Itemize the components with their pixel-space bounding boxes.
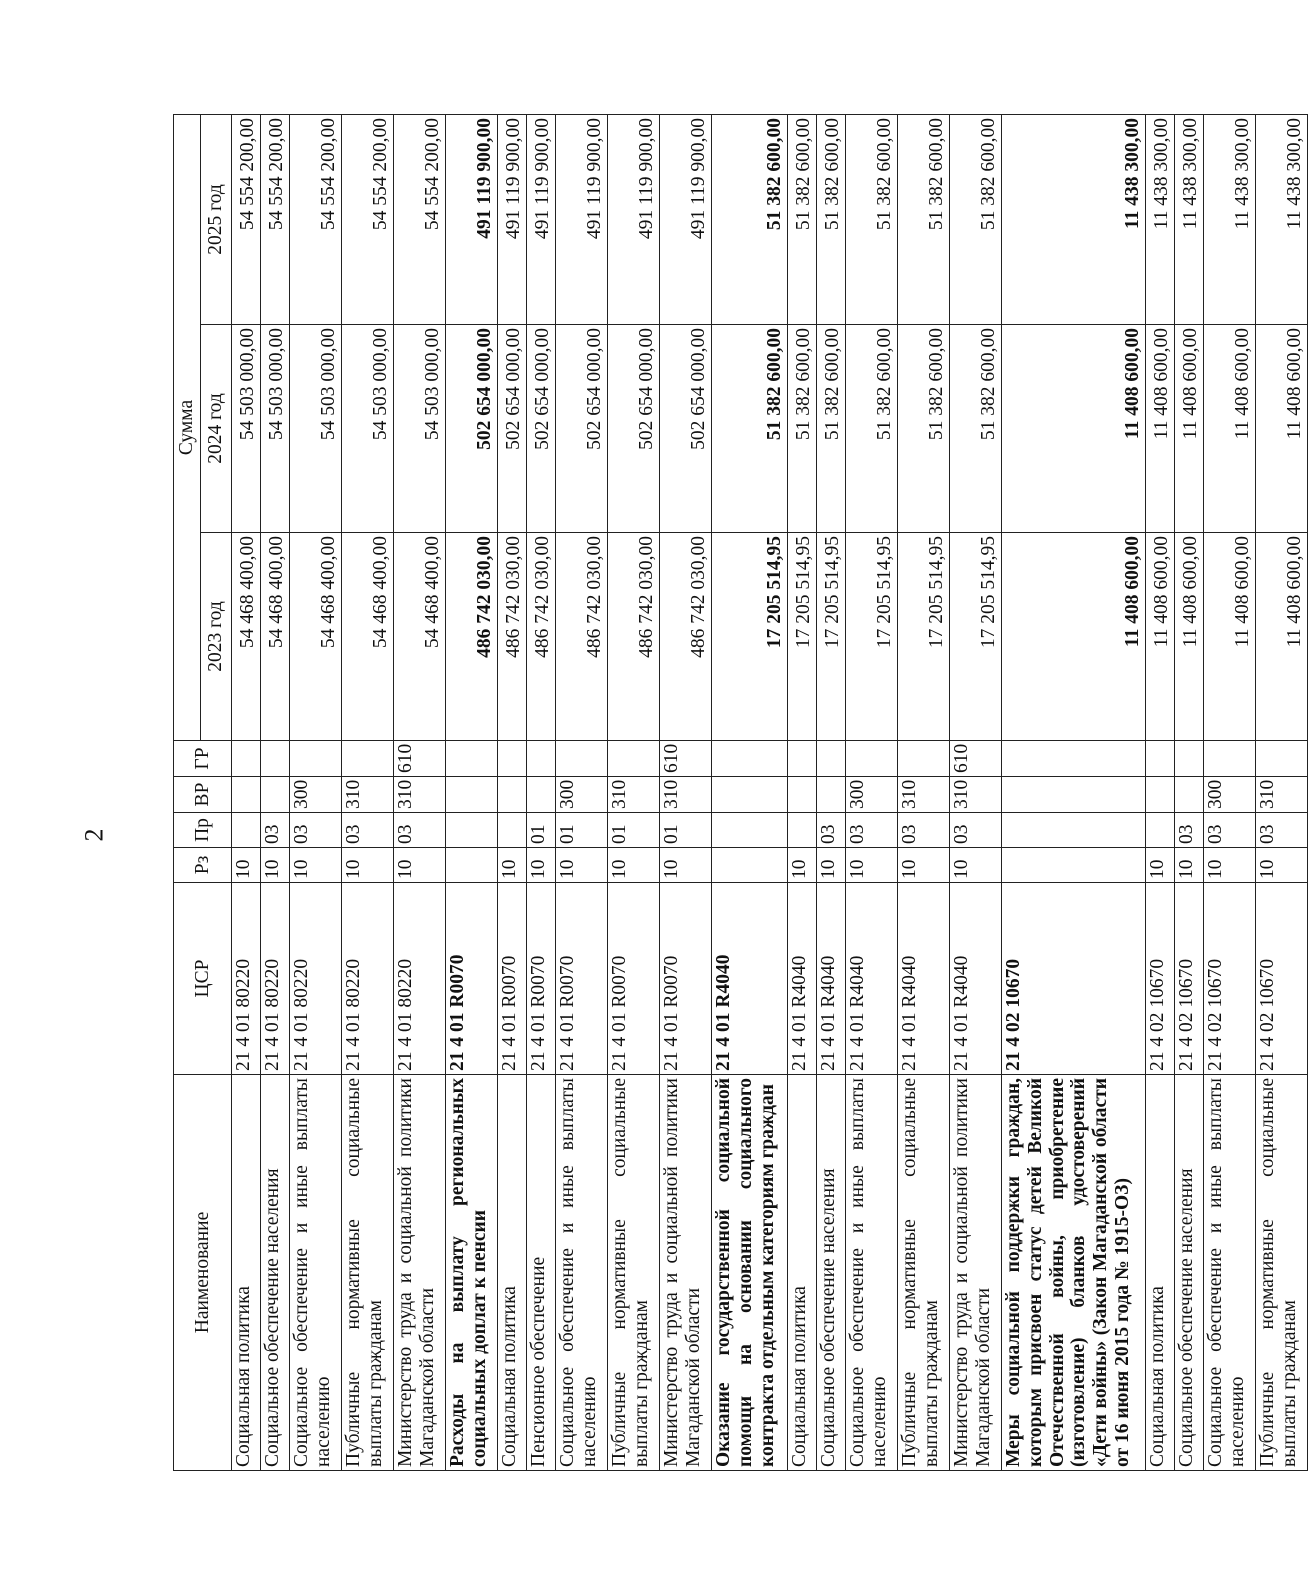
header-pr: Пр xyxy=(174,813,232,848)
table-row xyxy=(556,114,608,1470)
table-row xyxy=(712,114,788,1470)
row-pr-cell xyxy=(498,813,527,848)
row-vr-cell: 310 xyxy=(394,777,446,813)
row-gr-cell xyxy=(1146,741,1175,777)
row-2024-cell: 51 382 600,00 xyxy=(950,325,1002,533)
row-vr-cell xyxy=(527,777,556,813)
row-gr-cell xyxy=(817,741,846,777)
row-rz-cell: 10 xyxy=(1256,848,1308,883)
header-csr: ЦСР xyxy=(174,883,232,1075)
row-name-cell: Социальная политика xyxy=(1146,1075,1175,1471)
row-vr-cell xyxy=(817,777,846,813)
row-name-cell: Публичные нормативные социальные выплаты гражданам xyxy=(342,1075,394,1471)
row-csr-cell: 21 4 01 R4040 xyxy=(817,883,846,1075)
row-2024-cell: 51 382 600,00 xyxy=(817,325,846,533)
row-gr-cell xyxy=(232,741,261,777)
budget-table xyxy=(173,114,1308,1471)
row-name-cell: Социальное обеспечение населения xyxy=(261,1075,290,1471)
row-gr-cell xyxy=(846,741,898,777)
row-2025-cell: 491 119 900,00 xyxy=(446,114,498,324)
row-pr-cell: 03 xyxy=(290,813,342,848)
row-2023-cell: 17 205 514,95 xyxy=(788,533,817,741)
row-2024-cell: 11 408 600,00 xyxy=(1175,325,1204,533)
row-csr-cell: 21 4 02 10670 xyxy=(1256,883,1308,1075)
row-2023-cell: 11 408 600,00 xyxy=(1204,533,1256,741)
row-csr-cell: 21 4 01 R0070 xyxy=(498,883,527,1075)
table-body xyxy=(232,114,1308,1470)
row-pr-cell xyxy=(712,813,788,848)
row-rz-cell: 10 xyxy=(394,848,446,883)
row-2023-cell: 54 468 400,00 xyxy=(394,533,446,741)
header-vr: ВР xyxy=(174,777,232,813)
row-vr-cell: 310 xyxy=(342,777,394,813)
table-row xyxy=(898,114,950,1470)
row-gr-cell xyxy=(1002,741,1146,777)
row-vr-cell: 310 xyxy=(608,777,660,813)
table-row xyxy=(950,114,1002,1470)
row-2023-cell: 17 205 514,95 xyxy=(712,533,788,741)
row-csr-cell: 21 4 01 80220 xyxy=(394,883,446,1075)
row-csr-cell: 21 4 02 10670 xyxy=(1146,883,1175,1075)
row-pr-cell: 03 xyxy=(846,813,898,848)
row-rz-cell: 10 xyxy=(898,848,950,883)
row-2024-cell: 11 408 600,00 xyxy=(1256,325,1308,533)
row-name-cell: Министерство труда и социальной политики Магаданской области xyxy=(394,1075,446,1471)
row-rz-cell xyxy=(446,848,498,883)
row-2025-cell: 51 382 600,00 xyxy=(950,114,1002,324)
row-2023-cell: 11 408 600,00 xyxy=(1002,533,1146,741)
row-2024-cell: 11 408 600,00 xyxy=(1204,325,1256,533)
table-container xyxy=(173,115,1306,1471)
row-vr-cell: 300 xyxy=(290,777,342,813)
row-csr-cell: 21 4 01 R0070 xyxy=(556,883,608,1075)
row-2023-cell: 486 742 030,00 xyxy=(608,533,660,741)
row-2024-cell: 502 654 000,00 xyxy=(498,325,527,533)
row-2024-cell: 502 654 000,00 xyxy=(446,325,498,533)
table-row xyxy=(261,114,290,1470)
header-2025: 2025 год xyxy=(201,114,232,324)
row-vr-cell xyxy=(788,777,817,813)
row-vr-cell: 310 xyxy=(660,777,712,813)
row-2025-cell: 54 554 200,00 xyxy=(290,114,342,324)
row-gr-cell xyxy=(788,741,817,777)
row-2023-cell: 486 742 030,00 xyxy=(556,533,608,741)
row-rz-cell: 10 xyxy=(1146,848,1175,883)
row-pr-cell xyxy=(1146,813,1175,848)
row-pr-cell: 03 xyxy=(1256,813,1308,848)
row-2025-cell: 51 382 600,00 xyxy=(846,114,898,324)
row-2024-cell: 502 654 000,00 xyxy=(608,325,660,533)
row-gr-cell xyxy=(712,741,788,777)
row-csr-cell: 21 4 01 R4040 xyxy=(712,883,788,1075)
row-2024-cell: 502 654 000,00 xyxy=(556,325,608,533)
row-2024-cell: 51 382 600,00 xyxy=(846,325,898,533)
table-row xyxy=(1146,114,1175,1470)
table-row xyxy=(608,114,660,1470)
table-row xyxy=(660,114,712,1470)
row-gr-cell: 610 xyxy=(394,741,446,777)
row-gr-cell xyxy=(1204,741,1256,777)
row-name-cell: Социальная политика xyxy=(498,1075,527,1471)
row-2025-cell: 11 438 300,00 xyxy=(1002,114,1146,324)
row-pr-cell xyxy=(788,813,817,848)
row-gr-cell xyxy=(1256,741,1308,777)
row-2023-cell: 486 742 030,00 xyxy=(660,533,712,741)
row-csr-cell: 21 4 01 80220 xyxy=(232,883,261,1075)
row-2025-cell: 491 119 900,00 xyxy=(498,114,527,324)
row-rz-cell: 10 xyxy=(290,848,342,883)
row-rz-cell: 10 xyxy=(788,848,817,883)
table-row xyxy=(342,114,394,1470)
row-csr-cell: 21 4 01 80220 xyxy=(261,883,290,1075)
row-name-cell: Социальное обеспечение и иные выплаты населению xyxy=(556,1075,608,1471)
row-gr-cell: 610 xyxy=(660,741,712,777)
row-2025-cell: 54 554 200,00 xyxy=(261,114,290,324)
row-2025-cell: 51 382 600,00 xyxy=(712,114,788,324)
row-gr-cell xyxy=(1175,741,1204,777)
row-2023-cell: 11 408 600,00 xyxy=(1175,533,1204,741)
row-rz-cell: 10 xyxy=(342,848,394,883)
table-header xyxy=(174,114,232,1470)
row-gr-cell xyxy=(898,741,950,777)
row-gr-cell xyxy=(608,741,660,777)
row-rz-cell: 10 xyxy=(261,848,290,883)
row-2023-cell: 11 408 600,00 xyxy=(1256,533,1308,741)
row-2025-cell: 51 382 600,00 xyxy=(817,114,846,324)
row-2025-cell: 491 119 900,00 xyxy=(608,114,660,324)
table-row xyxy=(1175,114,1204,1470)
row-2025-cell: 491 119 900,00 xyxy=(556,114,608,324)
row-rz-cell: 10 xyxy=(1204,848,1256,883)
row-csr-cell: 21 4 01 R0070 xyxy=(608,883,660,1075)
row-vr-cell: 300 xyxy=(846,777,898,813)
row-vr-cell: 310 xyxy=(898,777,950,813)
row-name-cell: Министерство труда и социальной политики Магаданской области xyxy=(950,1075,1002,1471)
row-2023-cell: 11 408 600,00 xyxy=(1146,533,1175,741)
row-gr-cell xyxy=(261,741,290,777)
row-vr-cell xyxy=(1146,777,1175,813)
table-row xyxy=(527,114,556,1470)
page-number: 2 xyxy=(79,828,109,842)
row-2023-cell: 54 468 400,00 xyxy=(232,533,261,741)
table-row xyxy=(1204,114,1256,1470)
row-2024-cell: 54 503 000,00 xyxy=(342,325,394,533)
row-2023-cell: 54 468 400,00 xyxy=(290,533,342,741)
row-2023-cell: 486 742 030,00 xyxy=(527,533,556,741)
row-vr-cell xyxy=(261,777,290,813)
row-pr-cell: 03 xyxy=(342,813,394,848)
row-pr-cell: 01 xyxy=(556,813,608,848)
row-pr-cell: 03 xyxy=(898,813,950,848)
row-rz-cell: 10 xyxy=(556,848,608,883)
table-row xyxy=(232,114,261,1470)
row-gr-cell xyxy=(446,741,498,777)
row-2024-cell: 51 382 600,00 xyxy=(898,325,950,533)
row-2025-cell: 491 119 900,00 xyxy=(527,114,556,324)
row-name-cell: Социальная политика xyxy=(788,1075,817,1471)
row-name-cell: Публичные нормативные социальные выплаты гражданам xyxy=(898,1075,950,1471)
row-2024-cell: 11 408 600,00 xyxy=(1002,325,1146,533)
row-pr-cell: 03 xyxy=(1175,813,1204,848)
row-gr-cell xyxy=(498,741,527,777)
row-name-cell: Публичные нормативные социальные выплаты гражданам xyxy=(608,1075,660,1471)
row-csr-cell: 21 4 02 10670 xyxy=(1204,883,1256,1075)
row-2025-cell: 54 554 200,00 xyxy=(342,114,394,324)
row-vr-cell: 300 xyxy=(556,777,608,813)
row-2024-cell: 502 654 000,00 xyxy=(527,325,556,533)
table-row xyxy=(446,114,498,1470)
row-csr-cell: 21 4 02 10670 xyxy=(1002,883,1146,1075)
row-pr-cell xyxy=(232,813,261,848)
row-2024-cell: 54 503 000,00 xyxy=(232,325,261,533)
row-2023-cell: 17 205 514,95 xyxy=(898,533,950,741)
row-name-cell: Министерство труда и социальной политики Магаданской области xyxy=(660,1075,712,1471)
row-2024-cell: 54 503 000,00 xyxy=(290,325,342,533)
row-2025-cell: 51 382 600,00 xyxy=(788,114,817,324)
row-gr-cell xyxy=(556,741,608,777)
row-csr-cell: 21 4 01 R0070 xyxy=(660,883,712,1075)
row-gr-cell xyxy=(290,741,342,777)
row-rz-cell xyxy=(712,848,788,883)
row-csr-cell: 21 4 01 80220 xyxy=(290,883,342,1075)
row-name-cell: Социальное обеспечение и иные выплаты населению xyxy=(846,1075,898,1471)
row-name-cell: Социальное обеспечение и иные выплаты населению xyxy=(1204,1075,1256,1471)
table-row xyxy=(1002,114,1146,1470)
row-pr-cell xyxy=(446,813,498,848)
row-2023-cell: 54 468 400,00 xyxy=(342,533,394,741)
row-2025-cell: 51 382 600,00 xyxy=(898,114,950,324)
row-pr-cell: 03 xyxy=(1204,813,1256,848)
row-pr-cell: 03 xyxy=(394,813,446,848)
row-name-cell: Пенсионное обеспечение xyxy=(527,1075,556,1471)
row-2024-cell: 51 382 600,00 xyxy=(712,325,788,533)
row-name-cell: Расходы на выплату региональных социальных доплат к пенсии xyxy=(446,1075,498,1471)
row-csr-cell: 21 4 01 R4040 xyxy=(788,883,817,1075)
row-rz-cell xyxy=(1002,848,1146,883)
row-2025-cell: 54 554 200,00 xyxy=(232,114,261,324)
row-vr-cell xyxy=(232,777,261,813)
row-2024-cell: 54 503 000,00 xyxy=(394,325,446,533)
row-csr-cell: 21 4 01 R0070 xyxy=(446,883,498,1075)
header-gr: ГР xyxy=(174,741,232,777)
table-row xyxy=(788,114,817,1470)
table-row xyxy=(498,114,527,1470)
row-pr-cell xyxy=(1002,813,1146,848)
row-name-cell: Публичные нормативные социальные выплаты гражданам xyxy=(1256,1075,1308,1471)
table-row xyxy=(1256,114,1308,1470)
row-rz-cell: 10 xyxy=(232,848,261,883)
row-name-cell: Социальная политика xyxy=(232,1075,261,1471)
row-vr-cell: 300 xyxy=(1204,777,1256,813)
row-rz-cell: 10 xyxy=(527,848,556,883)
row-pr-cell: 03 xyxy=(261,813,290,848)
row-pr-cell: 01 xyxy=(660,813,712,848)
table-row xyxy=(817,114,846,1470)
row-vr-cell xyxy=(446,777,498,813)
row-name-cell: Оказание государственной социальной помощи на основании социального контракта отдельным категориям граждан xyxy=(712,1075,788,1471)
row-2024-cell: 51 382 600,00 xyxy=(788,325,817,533)
row-2025-cell: 11 438 300,00 xyxy=(1204,114,1256,324)
row-gr-cell: 610 xyxy=(950,741,1002,777)
header-2023: 2023 год xyxy=(201,533,232,741)
row-rz-cell: 10 xyxy=(608,848,660,883)
header-name: Наименование xyxy=(174,1075,232,1471)
row-2025-cell: 54 554 200,00 xyxy=(394,114,446,324)
row-2024-cell: 502 654 000,00 xyxy=(660,325,712,533)
row-csr-cell: 21 4 01 R4040 xyxy=(846,883,898,1075)
row-2025-cell: 11 438 300,00 xyxy=(1175,114,1204,324)
row-2025-cell: 11 438 300,00 xyxy=(1146,114,1175,324)
row-csr-cell: 21 4 01 R4040 xyxy=(898,883,950,1075)
header-sum: Сумма xyxy=(174,114,201,740)
row-pr-cell: 03 xyxy=(817,813,846,848)
row-pr-cell: 03 xyxy=(950,813,1002,848)
row-name-cell: Меры социальной поддержки граждан, которым присвоен статус детей Великой Отечественной войны, приобретение (изготовление) бланков удостоверений «Дети войны» (Закон Магаданской области от 16 июня 2015 года № 1915-ОЗ) xyxy=(1002,1075,1146,1471)
row-2023-cell: 486 742 030,00 xyxy=(498,533,527,741)
row-vr-cell xyxy=(1175,777,1204,813)
row-2023-cell: 17 205 514,95 xyxy=(817,533,846,741)
row-name-cell: Социальное обеспечение населения xyxy=(817,1075,846,1471)
table-row xyxy=(290,114,342,1470)
row-vr-cell xyxy=(712,777,788,813)
row-vr-cell xyxy=(498,777,527,813)
row-pr-cell: 01 xyxy=(608,813,660,848)
row-2023-cell: 17 205 514,95 xyxy=(950,533,1002,741)
row-gr-cell xyxy=(527,741,556,777)
row-2023-cell: 17 205 514,95 xyxy=(846,533,898,741)
row-rz-cell: 10 xyxy=(950,848,1002,883)
row-rz-cell: 10 xyxy=(817,848,846,883)
row-2025-cell: 491 119 900,00 xyxy=(660,114,712,324)
row-rz-cell: 10 xyxy=(498,848,527,883)
row-csr-cell: 21 4 01 R0070 xyxy=(527,883,556,1075)
row-gr-cell xyxy=(342,741,394,777)
row-name-cell: Социальное обеспечение населения xyxy=(1175,1075,1204,1471)
row-csr-cell: 21 4 01 80220 xyxy=(342,883,394,1075)
row-vr-cell xyxy=(1002,777,1146,813)
row-2023-cell: 486 742 030,00 xyxy=(446,533,498,741)
row-vr-cell: 310 xyxy=(950,777,1002,813)
row-rz-cell: 10 xyxy=(846,848,898,883)
table-row xyxy=(846,114,898,1470)
row-rz-cell: 10 xyxy=(660,848,712,883)
row-2025-cell: 11 438 300,00 xyxy=(1256,114,1308,324)
row-2023-cell: 54 468 400,00 xyxy=(261,533,290,741)
row-vr-cell: 310 xyxy=(1256,777,1308,813)
row-name-cell: Социальное обеспечение и иные выплаты населению xyxy=(290,1075,342,1471)
table-row xyxy=(394,114,446,1470)
row-pr-cell: 01 xyxy=(527,813,556,848)
row-rz-cell: 10 xyxy=(1175,848,1204,883)
row-csr-cell: 21 4 02 10670 xyxy=(1175,883,1204,1075)
row-csr-cell: 21 4 01 R4040 xyxy=(950,883,1002,1075)
header-2024: 2024 год xyxy=(201,325,232,533)
row-2024-cell: 11 408 600,00 xyxy=(1146,325,1175,533)
row-2024-cell: 54 503 000,00 xyxy=(261,325,290,533)
header-rz: Рз xyxy=(174,848,232,883)
